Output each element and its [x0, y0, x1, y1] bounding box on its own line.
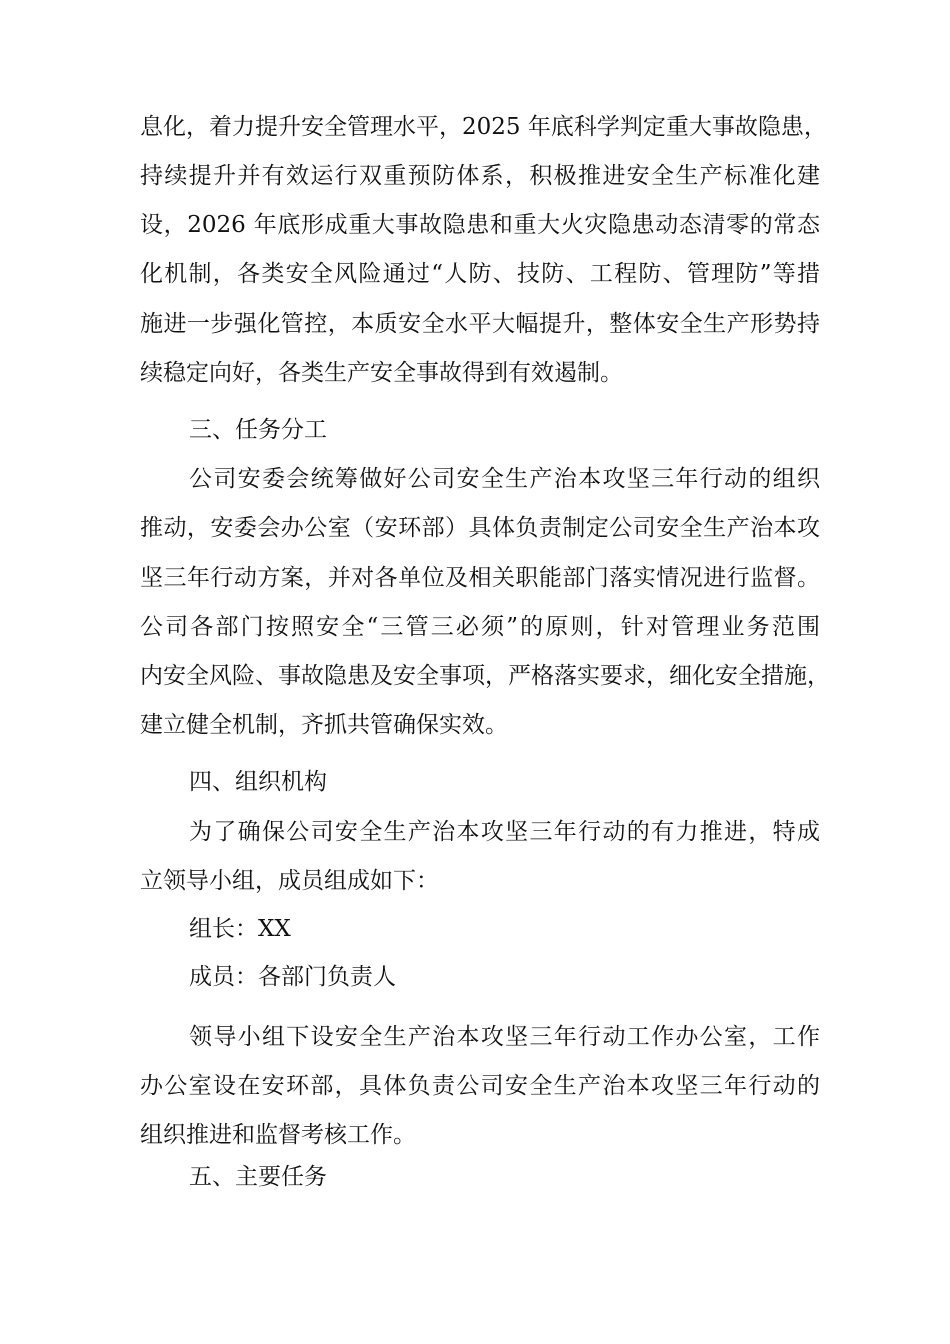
leader-line: 组长：XX: [189, 916, 291, 942]
paragraph-line: 续稳定向好，各类生产安全事故得到有效遏制。: [140, 360, 623, 386]
paragraph-line: 公司各部门按照安全“三管三必须”的原则，针对管理业务范围: [140, 614, 820, 640]
paragraph-line: 化机制，各类安全风险通过“人防、技防、工程防、管理防”等措: [140, 261, 820, 287]
paragraph-line: 推动，安委会办公室（安环部）具体负责制定公司安全生产治本攻: [140, 515, 820, 541]
paragraph-line: 建立健全机制，齐抓共管确保实效。: [140, 712, 508, 738]
paragraph-line: 办公室设在安环部，具体负责公司安全生产治本攻坚三年行动的: [140, 1073, 820, 1099]
section-heading-organization: 四、组织机构: [189, 769, 327, 795]
paragraph-line: 坚三年行动方案，并对各单位及相关职能部门落实情况进行监督。: [140, 565, 820, 591]
paragraph-line: 为了确保公司安全生产治本攻坚三年行动的有力推进，特成: [189, 819, 820, 845]
section-heading-task-division: 三、任务分工: [189, 417, 327, 443]
paragraph-line: 组织推进和监督考核工作。: [140, 1122, 416, 1148]
members-line: 成员：各部门负责人: [189, 964, 396, 990]
section-heading-main-tasks: 五、主要任务: [189, 1164, 327, 1190]
paragraph-line: 设，2026 年底形成重大事故隐患和重大火灾隐患动态清零的常态: [140, 212, 820, 238]
paragraph-line: 施进一步强化管控，本质安全水平大幅提升，整体安全生产形势持: [140, 311, 820, 337]
paragraph-line: 内安全风险、事故隐患及安全事项，严格落实要求，细化安全措施，: [140, 663, 830, 689]
paragraph-line: 持续提升并有效运行双重预防体系，积极推进安全生产标准化建: [140, 163, 820, 189]
paragraph-line: 立领导小组，成员组成如下：: [140, 868, 439, 894]
paragraph-line: 领导小组下设安全生产治本攻坚三年行动工作办公室，工作: [189, 1024, 820, 1050]
paragraph-line: 息化，着力提升安全管理水平，2025 年底科学判定重大事故隐患，: [140, 114, 827, 140]
paragraph-line: 公司安委会统筹做好公司安全生产治本攻坚三年行动的组织: [189, 466, 820, 492]
